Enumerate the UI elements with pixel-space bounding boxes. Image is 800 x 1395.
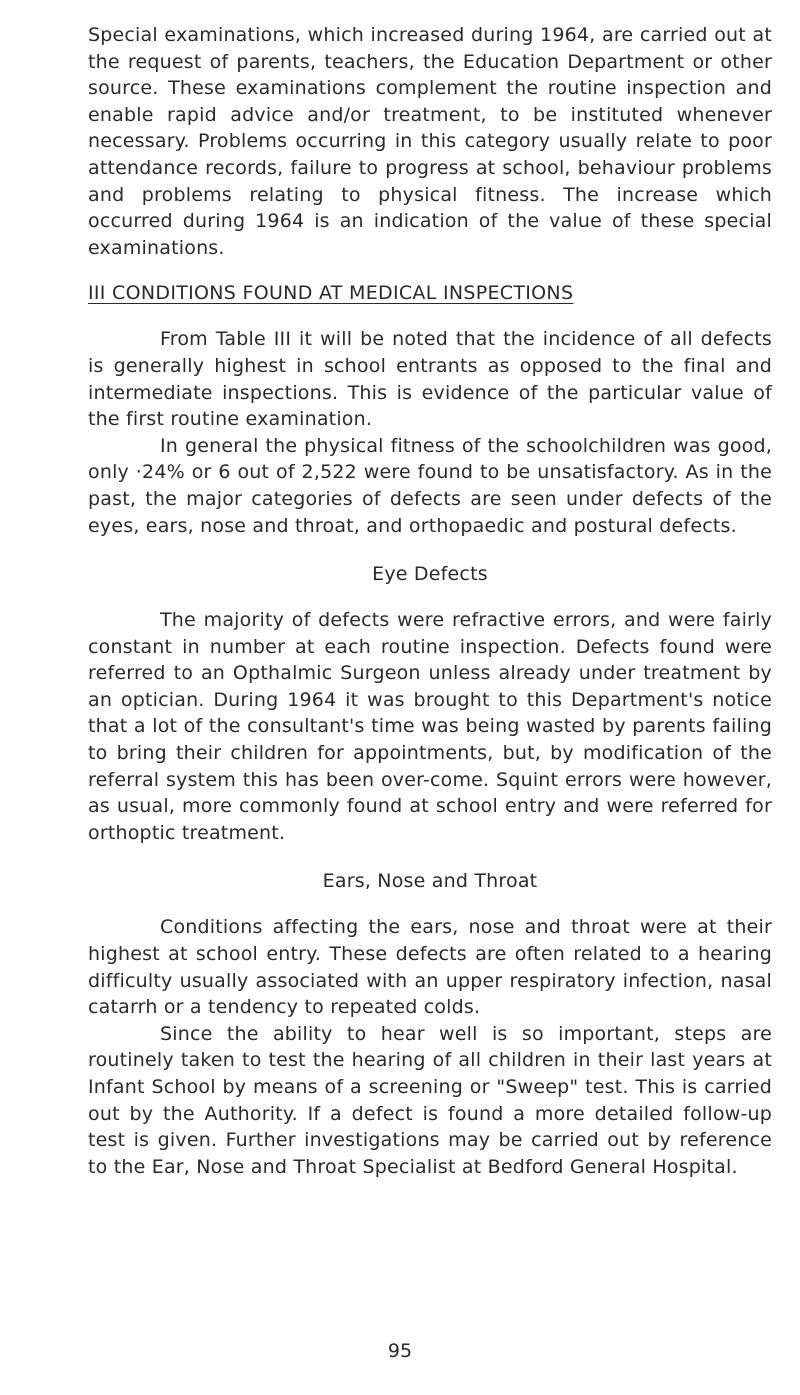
document-page bbox=[88, 22, 772, 1180]
ent-paragraph-1: Conditions affecting the ears, nose and throat were at their highest at school entry. These defects are often related to a hearing difficulty usually associated with an upper respiratory infection, nasal catarrh or a tendency to repeated colds. bbox=[88, 916, 772, 1019]
section-heading: III CONDITIONS FOUND AT MEDICAL INSPECTIONS bbox=[88, 282, 574, 305]
eye-defects-heading: Eye Defects bbox=[372, 563, 488, 586]
eye-defects-paragraph: The majority of defects were refractive errors, and were fairly constant in number at each routine inspection. Defects found were referred to an Opthalmic Surgeon unless already under treatment by an optician. During 1964 it was brought to this Department's notice that a lot of the consultant's time was being wasted by parents failing to bring their children for appointments, but, by modification of the referral system this has been over-come. Squint errors were however, as usual, more commonly found at school entry and were referred for orthoptic treatment. bbox=[88, 609, 772, 844]
section-paragraph-1: From Table III it will be noted that the incidence of all defects is generally highest in school entrants as opposed to the final and intermediate inspections. This is evidence of the particular value of the first routine examination. bbox=[88, 328, 772, 431]
page-number: 95 bbox=[387, 1340, 413, 1362]
section-paragraph-2: In general the physical fitness of the schoolchildren was good, only ·24% or 6 out of 2,522 were found to be unsatisfactory. As in the past, the major categories of defects are seen under defects of the eyes, ears, nose and throat, and orthopaedic and postural defects. bbox=[88, 434, 772, 537]
ent-paragraph-2: Since the ability to hear well is so important, steps are routinely taken to test the hearing of all children in their last years at Infant School by means of a screening or "Sweep" test. This is carried out by the Authority. If a defect is found a more detailed follow-up test is given. Further investigations may be carried out by reference to the Ear, Nose and Throat Specialist at Bedford General Hospital. bbox=[88, 1022, 772, 1178]
intro-paragraph: Special examinations, which increased during 1964, are carried out at the request of parents, teachers, the Education Department or other source. These examinations complement the routine inspection and enable rapid advice and/or treatment, to be instituted whenever necessary. Problems occurring in this category usually relate to poor attendance records, failure to progress at school, behaviour problems and problems relating to physical fitness. The increase which occurred during 1964 is an indication of the value of these special examinations. bbox=[88, 24, 772, 259]
ent-heading: Ears, Nose and Throat bbox=[322, 870, 538, 893]
